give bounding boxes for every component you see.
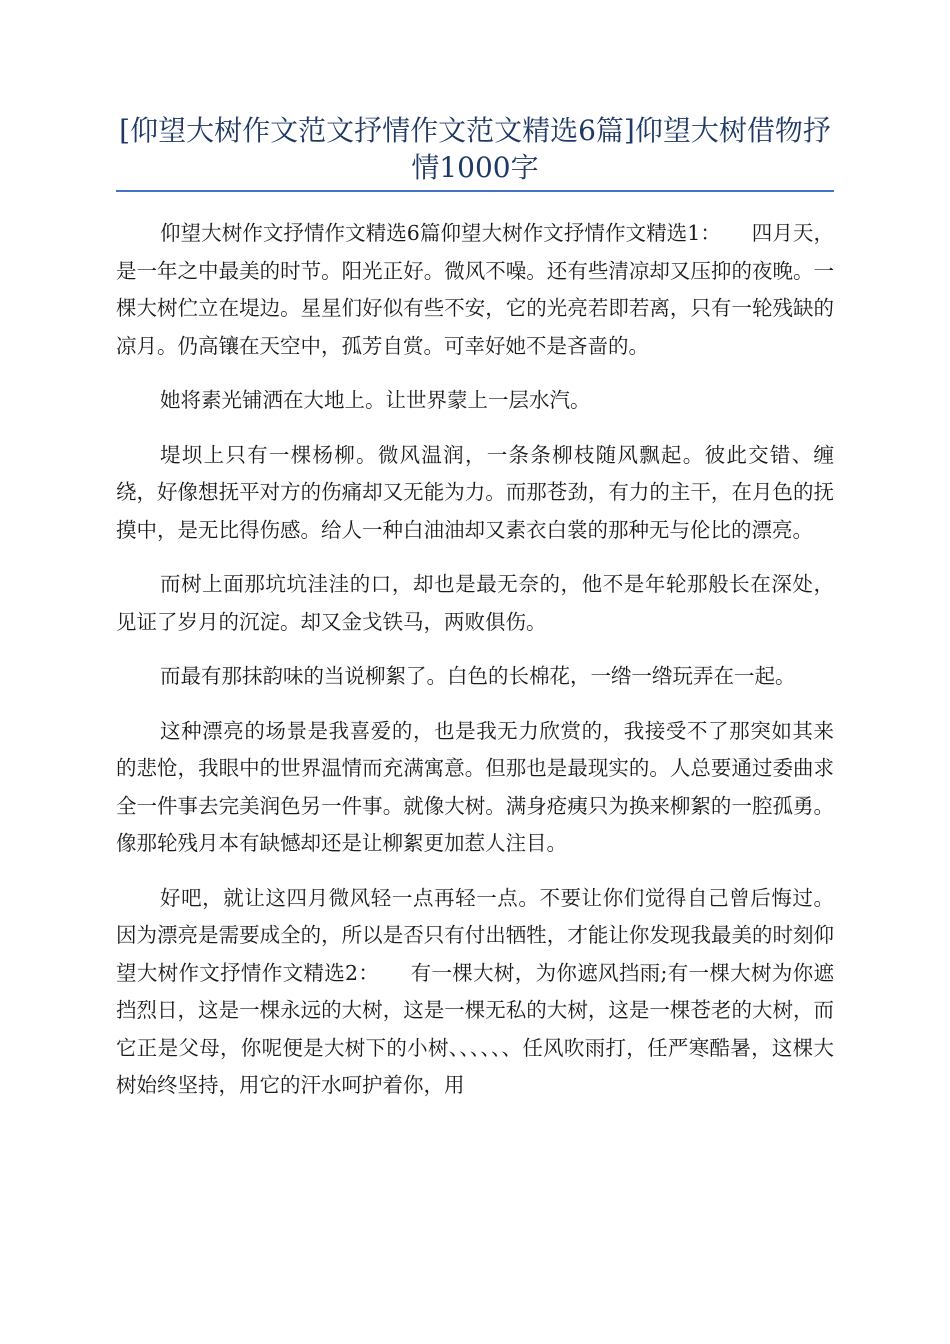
paragraph: 而树上面那坑坑洼洼的口，却也是最无奈的，他不是年轮那般长在深处，见证了岁月的沉淀。却又金戈铁马，两败俱伤。 (116, 572, 834, 634)
paragraph: 堤坝上只有一棵杨柳。微风温润，一条条柳枝随风飘起。彼此交错、缠绕，好像想抚平对方的伤痛却又无能为力。而那苍劲，有力的主干，在月色的抚摸中，是无比得伤感。给人一种白油油却又素衣白裳的那种无与伦比的漂亮。 (116, 442, 834, 542)
document-body (116, 215, 834, 1105)
title-underline (116, 190, 834, 192)
paragraph: 她将素光铺洒在大地上。让世界蒙上一层水汽。 (160, 388, 591, 412)
paragraph: 这种漂亮的场景是我喜爱的，也是我无力欣赏的，我接受不了那突如其来的悲怆，我眼中的世界温情而充满寓意。但那也是最现实的。人总要通过委曲求全一件事去完美润色另一件事。就像大树。满身疮痍只为换来柳絮的一腔孤勇。像那轮残月本有缺憾却还是让柳絮更加惹人注目。 (116, 718, 834, 855)
paragraph: 而最有那抹韵味的当说柳絮了。白色的长棉花，一绺一绺玩弄在一起。 (160, 664, 796, 688)
document-title: [仰望大树作文范文抒情作文范文精选6篇]仰望大树借物抒情1000字 (119, 114, 831, 184)
paragraph: 好吧，就让这四月微风轻一点再轻一点。不要让你们觉得自己曾后悔过。因为漂亮是需要成全的，所以是否只有付出牺牲，才能让你发现我最美的时刻仰望大树作文抒情作文精选2： 有一棵大树，为你遮风挡雨;有一棵大树为你遮挡烈日，这是一棵永远的大树，这是一棵无私的大树，这是一棵苍老的大树，而它正是父母，你呢便是大树下的小树、、、、、、任风吹雨打，任严寒酷暑，这棵大树始终坚持，用它的汗水呵护着你，用 (116, 885, 834, 1097)
paragraph: 仰望大树作文抒情作文精选6篇仰望大树作文抒情作文精选1： 四月天，是一年之中最美的时节。阳光正好。微风不噪。还有些清凉却又压抑的夜晚。一棵大树伫立在堤边。星星们好似有些不安，它的光亮若即若离，只有一轮残缺的凉月。仍高镶在天空中，孤芳自赏。可幸好她不是吝啬的。 (116, 221, 834, 358)
document-page (116, 112, 834, 1122)
